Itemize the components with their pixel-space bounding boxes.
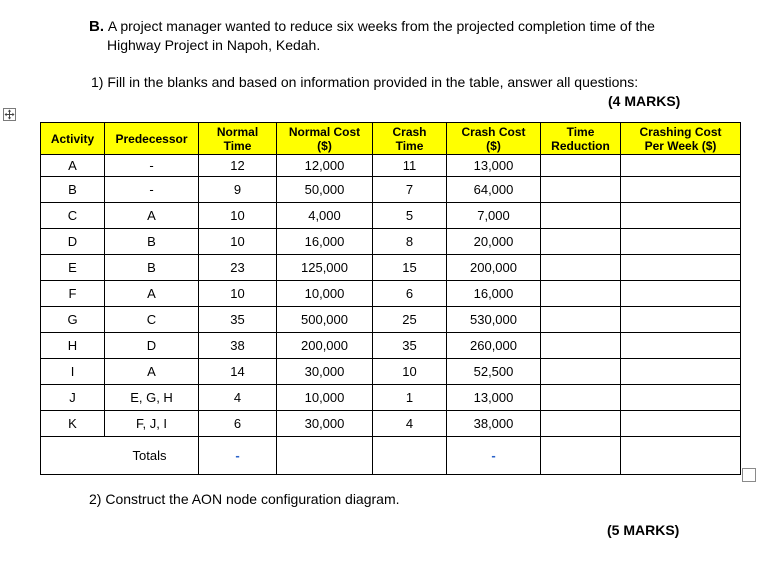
cell-predecessor: A (105, 359, 199, 385)
cell-normal-cost: 16,000 (277, 229, 373, 255)
cell-normal-time: 9 (199, 177, 277, 203)
cell-crashing-cost-blank[interactable] (621, 229, 741, 255)
cell-normal-cost: 12,000 (277, 155, 373, 177)
cell-normal-cost: 4,000 (277, 203, 373, 229)
table-row (41, 255, 741, 281)
totals-row (41, 437, 741, 475)
cell-time-reduction-blank[interactable] (541, 333, 621, 359)
totals-label-cell (41, 437, 199, 475)
cell-time-reduction-blank[interactable] (541, 177, 621, 203)
cell-normal-cost: 500,000 (277, 307, 373, 333)
cell-crash-cost: 16,000 (447, 281, 541, 307)
cell-crash-time: 4 (373, 411, 447, 437)
part1-marks: (4 MARKS) (608, 93, 681, 109)
cell-predecessor: E, G, H (105, 385, 199, 411)
cell-crash-time: 6 (373, 281, 447, 307)
cell-time-reduction-blank[interactable] (541, 155, 621, 177)
cell-crash-time: 11 (373, 155, 447, 177)
header-time-reduction: Time Reduction (541, 123, 621, 155)
cell-normal-time: 4 (199, 385, 277, 411)
cell-crashing-cost-blank[interactable] (621, 155, 741, 177)
cell-normal-cost: 10,000 (277, 281, 373, 307)
cell-normal-time: 10 (199, 281, 277, 307)
cell-crash-cost: 260,000 (447, 333, 541, 359)
cell-time-reduction-blank[interactable] (541, 307, 621, 333)
cell-activity: H (41, 333, 105, 359)
cell-normal-time: 35 (199, 307, 277, 333)
cell-crash-time: 10 (373, 359, 447, 385)
cell-crashing-cost-blank[interactable] (621, 307, 741, 333)
cell-normal-cost: 10,000 (277, 385, 373, 411)
cell-crash-time: 7 (373, 177, 447, 203)
cell-activity: K (41, 411, 105, 437)
header-normal-time: Normal Time (199, 123, 277, 155)
cell-predecessor: B (105, 229, 199, 255)
cell-crash-cost: 20,000 (447, 229, 541, 255)
cell-normal-cost: 200,000 (277, 333, 373, 359)
cell-normal-cost: 50,000 (277, 177, 373, 203)
cell-predecessor: - (105, 155, 199, 177)
cell-time-reduction-blank[interactable] (541, 203, 621, 229)
table-row (41, 359, 741, 385)
cell-activity: I (41, 359, 105, 385)
crashing-table (40, 122, 741, 475)
cell-predecessor: C (105, 307, 199, 333)
totals-crash-cost: - (491, 448, 496, 463)
table-row (41, 333, 741, 359)
totals-normal-time: - (235, 448, 240, 463)
table-row (41, 281, 741, 307)
cell-normal-time: 38 (199, 333, 277, 359)
cell-normal-cost: 30,000 (277, 359, 373, 385)
totals-crashing-cost-cell[interactable] (621, 437, 741, 475)
cell-time-reduction-blank[interactable] (541, 411, 621, 437)
totals-normal-time-cell[interactable] (199, 437, 277, 475)
cell-predecessor: B (105, 255, 199, 281)
totals-crash-cost-cell[interactable] (447, 437, 541, 475)
header-predecessor: Predecessor (105, 123, 199, 155)
cell-crashing-cost-blank[interactable] (621, 281, 741, 307)
table-resize-icon[interactable] (742, 468, 756, 482)
cell-crash-cost: 200,000 (447, 255, 541, 281)
part2-instruction: 2) Construct the AON node configuration diagram. (89, 491, 400, 507)
cell-crash-time: 5 (373, 203, 447, 229)
cell-time-reduction-blank[interactable] (541, 281, 621, 307)
cell-crash-cost: 52,500 (447, 359, 541, 385)
table-row (41, 307, 741, 333)
header-normal-cost: Normal Cost ($) (277, 123, 373, 155)
question-label: B. (89, 18, 104, 35)
cell-crashing-cost-blank[interactable] (621, 255, 741, 281)
table-row (41, 385, 741, 411)
cell-crash-time: 8 (373, 229, 447, 255)
cell-activity: F (41, 281, 105, 307)
cell-predecessor: F, J, I (105, 411, 199, 437)
cell-activity: A (41, 155, 105, 177)
question-heading (89, 17, 709, 55)
totals-time-reduction-cell[interactable] (541, 437, 621, 475)
cell-crash-cost: 7,000 (447, 203, 541, 229)
cell-crash-cost: 13,000 (447, 385, 541, 411)
totals-crash-time-cell[interactable] (373, 437, 447, 475)
header-activity: Activity (41, 123, 105, 155)
cell-crash-time: 35 (373, 333, 447, 359)
table-row (41, 155, 741, 177)
cell-crashing-cost-blank[interactable] (621, 333, 741, 359)
table-row (41, 177, 741, 203)
cell-crash-cost: 38,000 (447, 411, 541, 437)
cell-crashing-cost-blank[interactable] (621, 359, 741, 385)
cell-normal-time: 6 (199, 411, 277, 437)
totals-label: Totals (132, 448, 167, 463)
cell-crashing-cost-blank[interactable] (621, 203, 741, 229)
cell-crash-cost: 530,000 (447, 307, 541, 333)
header-crash-cost: Crash Cost ($) (447, 123, 541, 155)
cell-time-reduction-blank[interactable] (541, 255, 621, 281)
cell-activity: B (41, 177, 105, 203)
question-text-line1: A project manager wanted to reduce six weeks from the projected completion time of the (107, 18, 655, 34)
cell-crash-time: 1 (373, 385, 447, 411)
question-text-line2: Highway Project in Napoh, Kedah. (107, 37, 321, 53)
cell-crashing-cost-blank[interactable] (621, 411, 741, 437)
cell-predecessor: D (105, 333, 199, 359)
table-row (41, 229, 741, 255)
header-crashing-cost: Crashing Cost Per Week ($) (621, 123, 741, 155)
cell-normal-time: 10 (199, 229, 277, 255)
table-row (41, 203, 741, 229)
cell-crash-cost: 64,000 (447, 177, 541, 203)
part1-instruction: 1) Fill in the blanks and based on information provided in the table, answer all questions: (91, 74, 639, 90)
totals-normal-cost-cell[interactable] (277, 437, 373, 475)
table-row (41, 411, 741, 437)
part2-marks: (5 MARKS) (607, 522, 680, 538)
cell-normal-cost: 30,000 (277, 411, 373, 437)
cell-activity: C (41, 203, 105, 229)
cell-crash-cost: 13,000 (447, 155, 541, 177)
cell-activity: J (41, 385, 105, 411)
cell-activity: D (41, 229, 105, 255)
header-crash-time: Crash Time (373, 123, 447, 155)
cell-crashing-cost-blank[interactable] (621, 385, 741, 411)
cell-normal-time: 23 (199, 255, 277, 281)
cell-normal-time: 10 (199, 203, 277, 229)
cell-normal-time: 12 (199, 155, 277, 177)
cell-time-reduction-blank[interactable] (541, 359, 621, 385)
move-arrows-icon[interactable] (3, 108, 16, 121)
cell-predecessor: A (105, 203, 199, 229)
cell-crashing-cost-blank[interactable] (621, 177, 741, 203)
cell-crash-time: 25 (373, 307, 447, 333)
cell-predecessor: - (105, 177, 199, 203)
cell-time-reduction-blank[interactable] (541, 385, 621, 411)
cell-activity: E (41, 255, 105, 281)
cell-predecessor: A (105, 281, 199, 307)
cell-normal-cost: 125,000 (277, 255, 373, 281)
table-header-row (41, 123, 741, 155)
cell-crash-time: 15 (373, 255, 447, 281)
cell-normal-time: 14 (199, 359, 277, 385)
cell-time-reduction-blank[interactable] (541, 229, 621, 255)
cell-activity: G (41, 307, 105, 333)
